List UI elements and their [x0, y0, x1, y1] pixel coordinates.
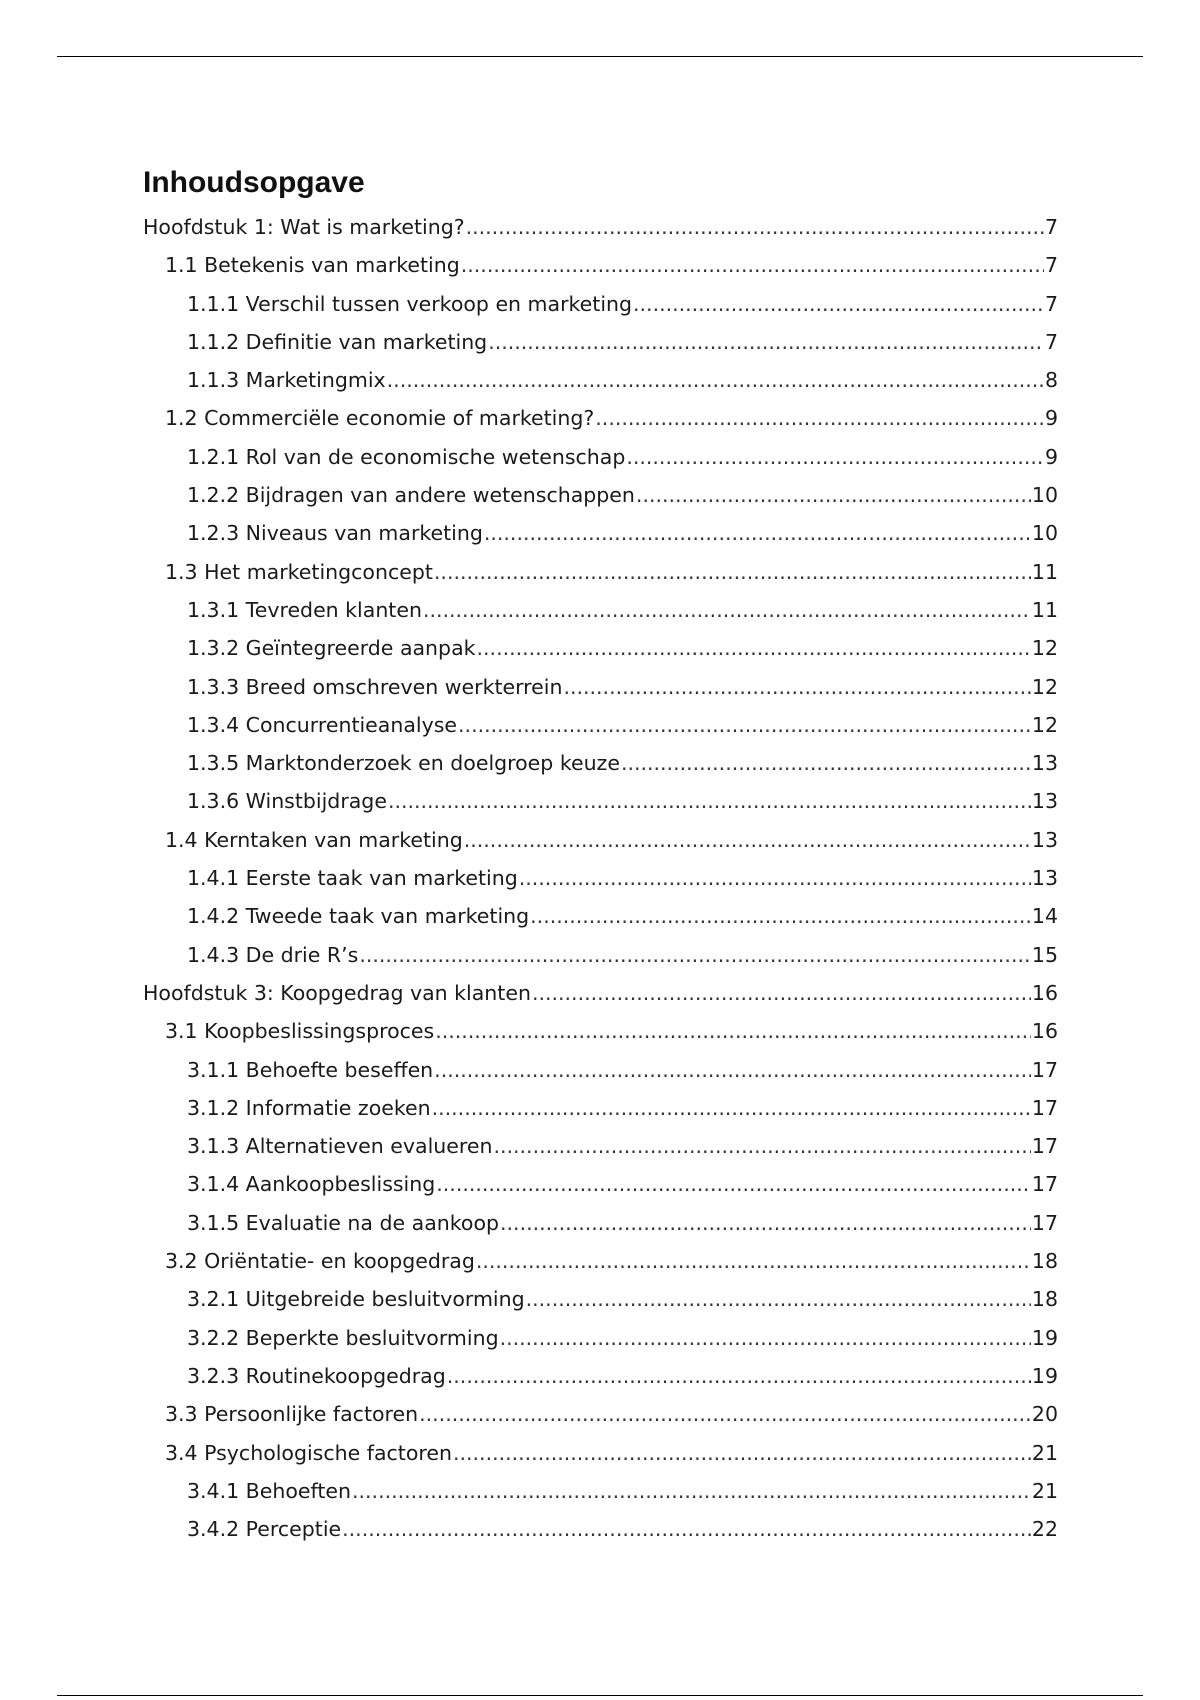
toc-dot-leader [500, 1211, 1031, 1235]
toc-entry-page-number: 10 [1031, 521, 1058, 546]
toc-dot-leader [493, 1134, 1030, 1158]
toc-entry[interactable] [143, 1402, 1058, 1440]
toc-entry-title: 3.1.1 Behoefte beseffen [187, 1057, 434, 1082]
toc-entry-title: 3.2.3 Routinekoopgedrag [187, 1363, 446, 1388]
toc-entry[interactable] [143, 1441, 1058, 1479]
toc-entry[interactable] [143, 1058, 1058, 1096]
toc-entry-page-number: 9 [1044, 406, 1058, 431]
toc-entry-page-number: 12 [1031, 674, 1058, 699]
toc-entry-page-number: 14 [1031, 904, 1058, 929]
toc-entry-page-number: 9 [1044, 444, 1058, 469]
toc-entry-title: 3.4 Psychologische factoren [165, 1440, 452, 1465]
toc-dot-leader [432, 1096, 1031, 1120]
toc-dot-leader [626, 445, 1044, 469]
footer-rule [57, 1695, 1143, 1696]
toc-entry-page-number: 22 [1031, 1517, 1058, 1542]
toc-dot-leader [636, 483, 1031, 507]
toc-entry-title: 1.4.2 Tweede taak van marketing [187, 904, 530, 929]
toc-entry-page-number: 18 [1031, 1249, 1058, 1274]
toc-entry[interactable] [143, 1517, 1058, 1555]
toc-dot-leader [621, 751, 1031, 775]
toc-dot-leader [464, 828, 1031, 852]
toc-entry-title: 3.4.2 Perceptie [187, 1517, 342, 1542]
toc-entry-title: 1.1.3 Marketingmix [187, 368, 386, 393]
toc-dot-leader [526, 1287, 1031, 1311]
toc-entry[interactable] [143, 253, 1058, 291]
toc-entry[interactable] [143, 1479, 1058, 1517]
toc-entry-title: Hoofdstuk 1: Wat is marketing? [143, 215, 465, 239]
toc-dot-leader [419, 1402, 1031, 1426]
toc-entry[interactable] [143, 1019, 1058, 1057]
toc-entry[interactable] [143, 675, 1058, 713]
toc-entry-page-number: 13 [1031, 827, 1058, 852]
toc-entry[interactable] [143, 866, 1058, 904]
toc-entry-page-number: 17 [1031, 1134, 1058, 1159]
toc-entry[interactable] [143, 521, 1058, 559]
toc-entry-title: 1.3.6 Winstbijdrage [187, 789, 387, 814]
toc-entry[interactable] [143, 560, 1058, 598]
toc-entry-page-number: 7 [1044, 253, 1058, 278]
toc-entry-page-number: 12 [1031, 636, 1058, 661]
toc-entry-title: 3.2 Oriëntatie- en koopgedrag [165, 1249, 475, 1274]
toc-dot-leader [352, 1479, 1031, 1503]
toc-entry[interactable] [143, 1172, 1058, 1210]
toc-dot-leader [477, 636, 1031, 660]
toc-entry-page-number: 19 [1031, 1363, 1058, 1388]
toc-entry-page-number: 7 [1044, 291, 1058, 316]
toc-entry[interactable] [143, 751, 1058, 789]
toc-dot-leader [476, 1249, 1031, 1273]
toc-entry[interactable] [143, 1134, 1058, 1172]
toc-entry[interactable] [143, 943, 1058, 981]
toc-entry-page-number: 21 [1031, 1440, 1058, 1465]
toc-dot-leader [447, 1364, 1031, 1388]
toc-entry-title: 1.3.2 Geïntegreerde aanpak [187, 636, 476, 661]
toc-entry-title: 1.3.5 Marktonderzoek en doelgroep keuze [187, 751, 620, 776]
toc-dot-leader [563, 675, 1030, 699]
toc-dot-leader [434, 1058, 1031, 1082]
toc-entry-title: 1.1.2 Definitie van marketing [187, 329, 488, 354]
toc-entry-page-number: 13 [1031, 751, 1058, 776]
toc-entry-title: Hoofdstuk 3: Koopgedrag van klanten [143, 980, 531, 1005]
toc-dot-leader [484, 521, 1031, 545]
toc-entry-title: 1.3.4 Concurrentieanalyse [187, 712, 458, 737]
toc-dot-leader [434, 560, 1031, 584]
toc-entry-page-number: 10 [1031, 483, 1058, 508]
toc-entry[interactable] [143, 1326, 1058, 1364]
toc-entry-title: 1.2.1 Rol van de economische wetenschap [187, 444, 626, 469]
toc-entry[interactable] [143, 904, 1058, 942]
toc-dot-leader [423, 598, 1031, 622]
toc-entry-page-number: 20 [1031, 1402, 1058, 1427]
toc-dot-leader [359, 943, 1031, 967]
toc-entry-title: 3.1.2 Informatie zoeken [187, 1095, 431, 1120]
toc-entry-page-number: 11 [1031, 597, 1058, 622]
toc-entry[interactable] [143, 445, 1058, 483]
toc-entry-title: 3.3 Persoonlijke factoren [165, 1402, 419, 1427]
toc-entry-page-number: 17 [1031, 1210, 1058, 1235]
toc-dot-leader [342, 1517, 1031, 1541]
toc-entry-page-number: 17 [1031, 1057, 1058, 1082]
toc-entry-title: 1.4.3 De drie R’s [187, 942, 359, 967]
toc-entry-page-number: 16 [1031, 1019, 1058, 1044]
toc-entry[interactable] [143, 1249, 1058, 1287]
toc-entry-page-number: 21 [1031, 1478, 1058, 1503]
toc-entry[interactable] [143, 368, 1058, 406]
toc-entry-title: 1.4.1 Eerste taak van marketing [187, 866, 518, 891]
page-title: Inhoudsopgave [143, 166, 365, 199]
toc-entry-page-number: 7 [1044, 329, 1058, 354]
toc-entry-page-number: 16 [1031, 980, 1058, 1005]
toc-dot-leader [595, 406, 1044, 430]
toc-dot-leader [500, 1326, 1031, 1350]
toc-entry[interactable] [143, 1096, 1058, 1134]
toc-entry[interactable] [143, 713, 1058, 751]
toc-entry[interactable] [143, 292, 1058, 330]
toc-entry[interactable] [143, 598, 1058, 636]
toc-entry-page-number: 15 [1031, 942, 1058, 967]
toc-entry-title: 1.2.2 Bijdragen van andere wetenschappen [187, 483, 635, 508]
toc-entry-page-number: 18 [1031, 1287, 1058, 1312]
toc-entry-title: 1.2 Commerciële economie of marketing? [165, 406, 595, 431]
toc-entry-page-number: 17 [1031, 1172, 1058, 1197]
toc-dot-leader [436, 1172, 1031, 1196]
toc-dot-leader [519, 866, 1031, 890]
toc-dot-leader [435, 1019, 1031, 1043]
toc-entry[interactable] [143, 483, 1058, 521]
table-of-contents [143, 215, 1058, 1555]
toc-dot-leader [453, 1441, 1031, 1465]
toc-entry-title: 1.1.1 Verschil tussen verkoop en marketing [187, 291, 633, 316]
toc-entry-title: 1.3.3 Breed omschreven werkterrein [187, 674, 563, 699]
toc-entry-title: 1.4 Kerntaken van marketing [165, 827, 463, 852]
toc-entry[interactable] [143, 981, 1058, 1019]
toc-entry-page-number: 8 [1044, 368, 1058, 393]
toc-entry[interactable] [143, 636, 1058, 674]
toc-entry-page-number: 17 [1031, 1095, 1058, 1120]
toc-entry-title: 3.2.1 Uitgebreide besluitvorming [187, 1287, 525, 1312]
toc-entry[interactable] [143, 828, 1058, 866]
header-rule [57, 56, 1143, 57]
toc-dot-leader [532, 981, 1031, 1005]
toc-dot-leader [388, 789, 1031, 813]
toc-entry-title: 3.1.5 Evaluatie na de aankoop [187, 1210, 500, 1235]
toc-dot-leader [530, 904, 1031, 928]
toc-entry-page-number: 12 [1031, 712, 1058, 737]
toc-dot-leader [633, 292, 1044, 316]
toc-dot-leader [461, 253, 1044, 277]
toc-entry-page-number: 7 [1044, 215, 1058, 239]
toc-dot-leader [466, 215, 1044, 239]
toc-entry-title: 1.3.1 Tevreden klanten [187, 597, 422, 622]
toc-entry-page-number: 11 [1031, 559, 1058, 584]
toc-entry[interactable] [143, 1364, 1058, 1402]
toc-entry[interactable] [143, 1287, 1058, 1325]
toc-dot-leader [387, 368, 1044, 392]
toc-entry[interactable] [143, 406, 1058, 444]
toc-entry-title: 3.1 Koopbeslissingsproces [165, 1019, 435, 1044]
toc-entry-page-number: 13 [1031, 789, 1058, 814]
toc-entry[interactable] [143, 330, 1058, 368]
toc-entry-title: 3.4.1 Behoeften [187, 1478, 351, 1503]
toc-entry-title: 1.1 Betekenis van marketing [165, 253, 460, 278]
toc-entry-title: 3.1.3 Alternatieven evalueren [187, 1134, 493, 1159]
toc-entry-title: 3.2.2 Beperkte besluitvorming [187, 1325, 499, 1350]
toc-entry-page-number: 13 [1031, 866, 1058, 891]
toc-entry[interactable] [143, 1211, 1058, 1249]
toc-dot-leader [458, 713, 1031, 737]
toc-entry[interactable] [143, 215, 1058, 253]
toc-entry[interactable] [143, 789, 1058, 827]
toc-entry-page-number: 19 [1031, 1325, 1058, 1350]
toc-entry-title: 3.1.4 Aankoopbeslissing [187, 1172, 436, 1197]
toc-entry-title: 1.2.3 Niveaus van marketing [187, 521, 483, 546]
toc-entry-title: 1.3 Het marketingconcept [165, 559, 433, 584]
toc-dot-leader [488, 330, 1044, 354]
